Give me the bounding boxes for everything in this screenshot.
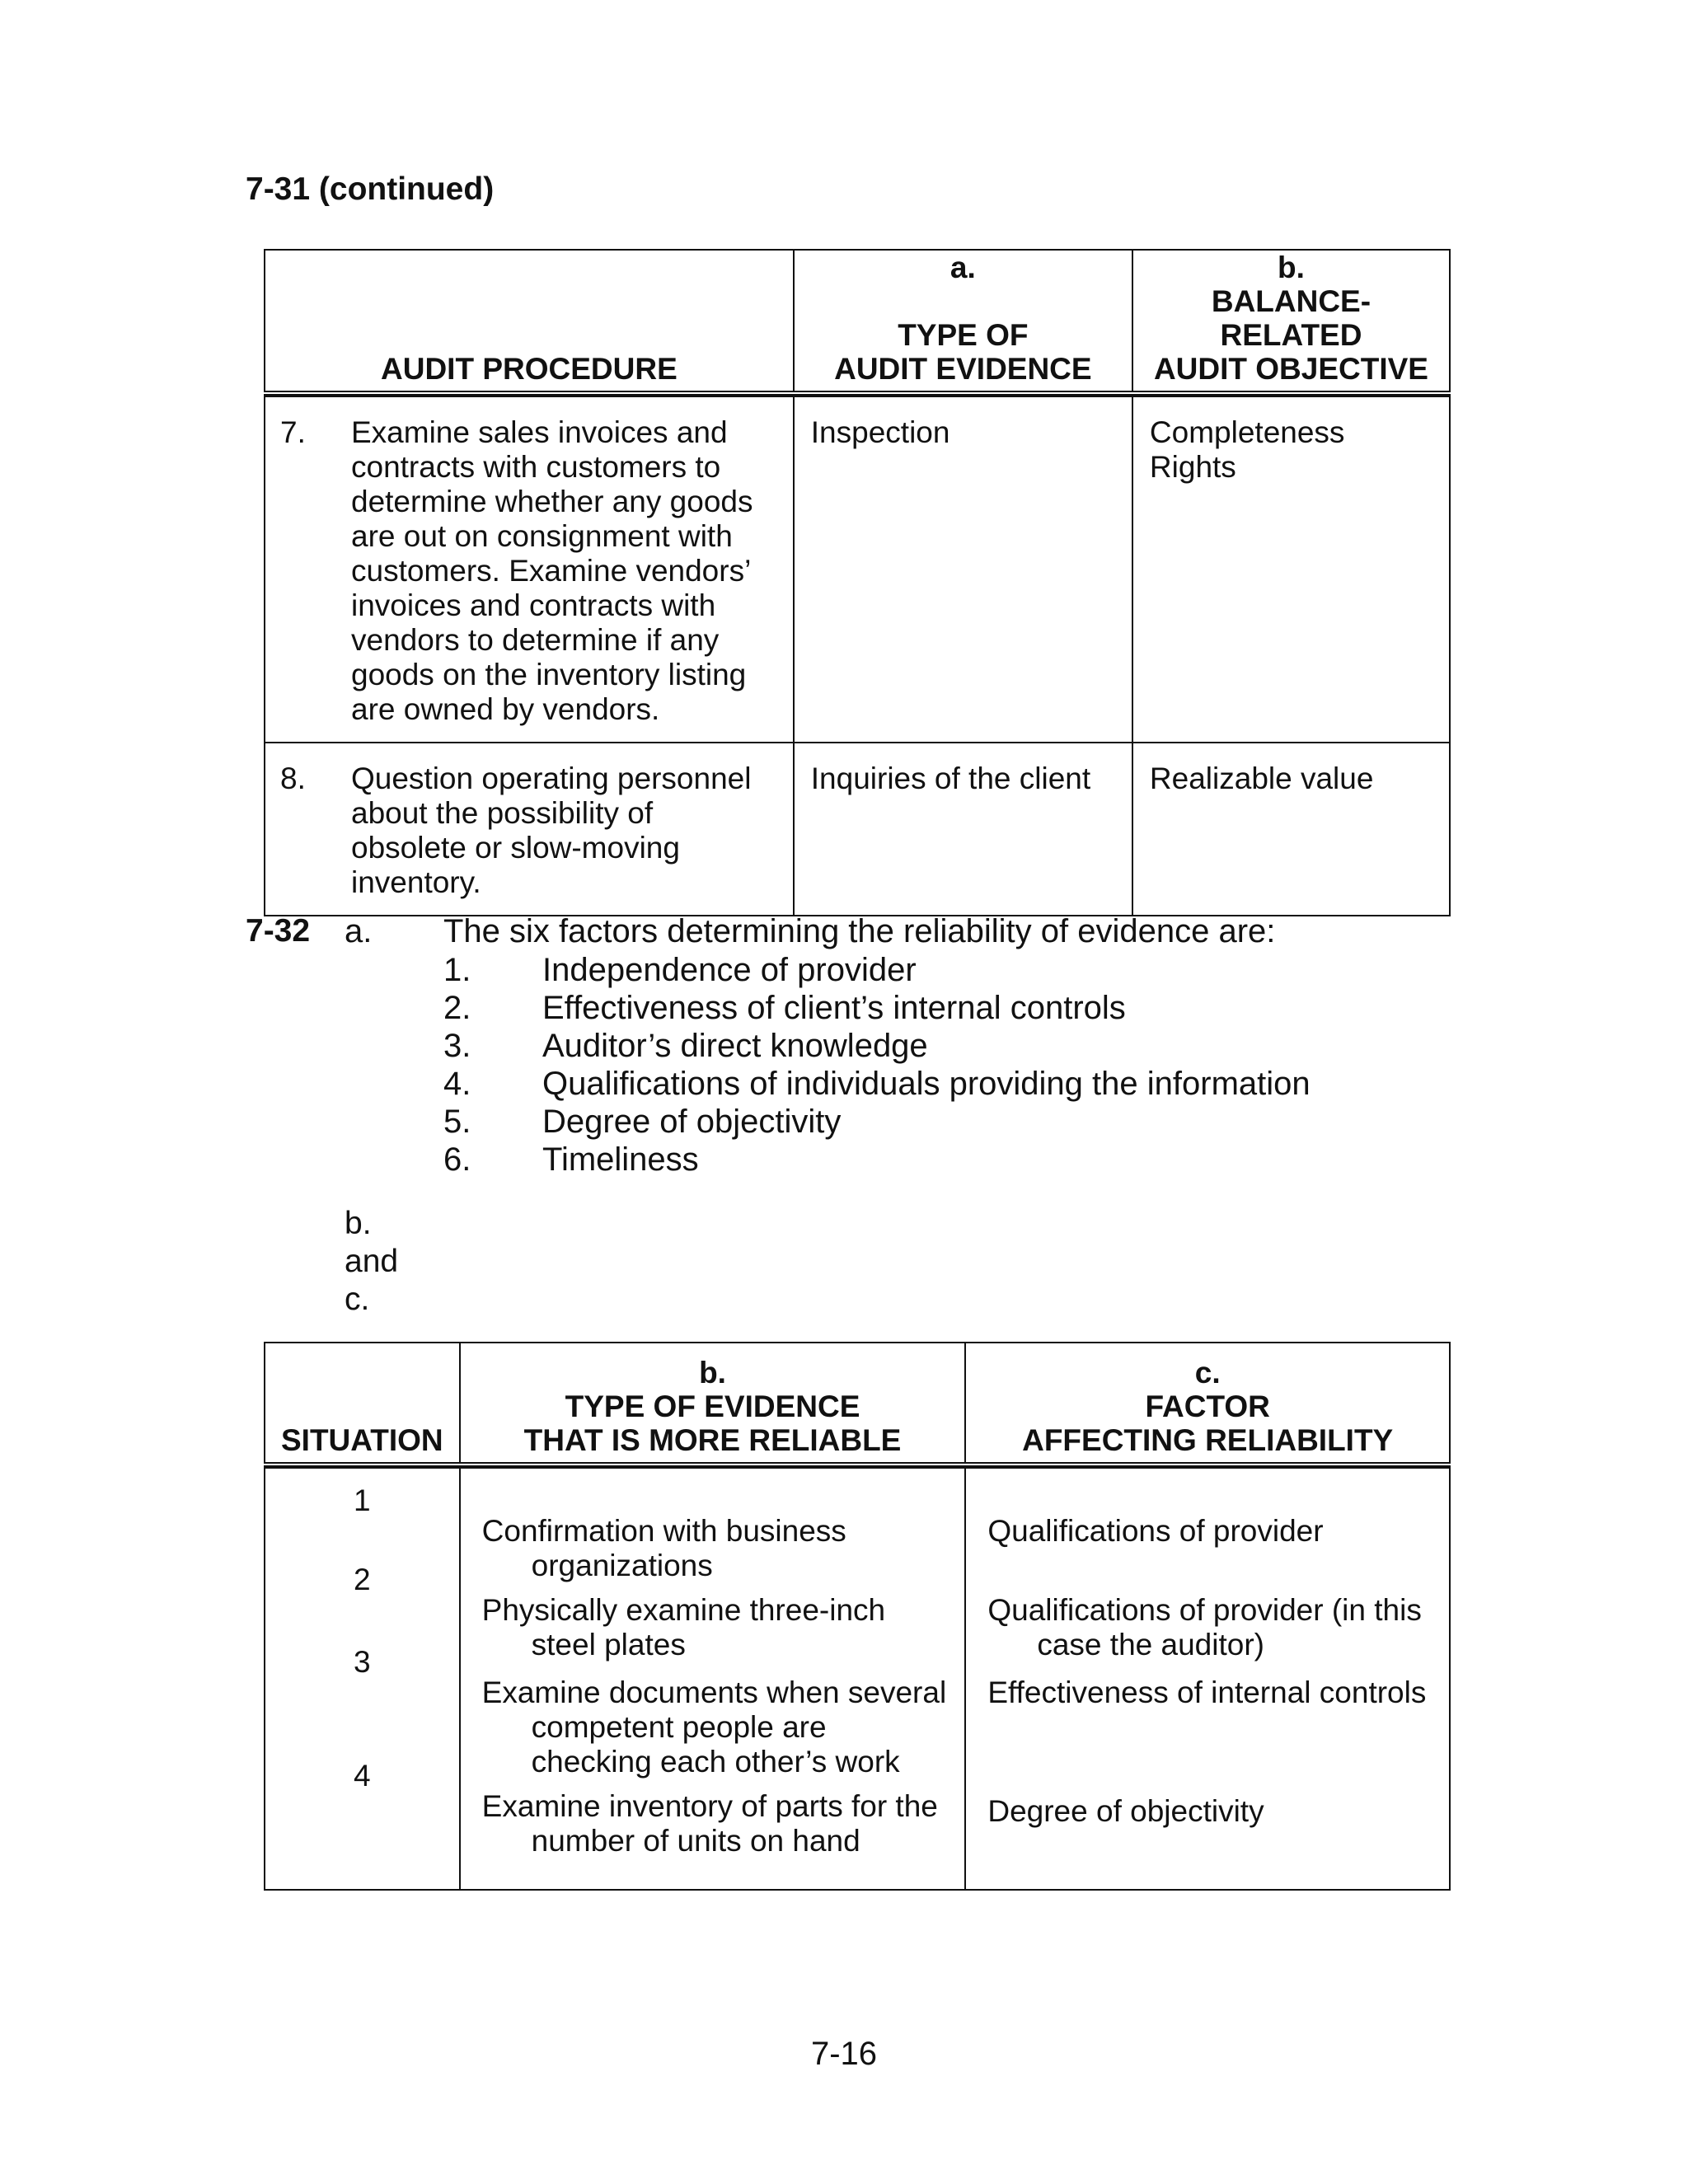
objective-cell (1132, 396, 1450, 743)
evidence-text: Inquiries of the client (810, 762, 1091, 795)
factor-text: Auditor’s direct knowledge (542, 1028, 928, 1064)
factor-number: 6. (443, 1141, 471, 1178)
part-a-label: a. (345, 913, 373, 949)
procedure-text: Question operating personnel about the possibility of obsolete or slow-moving inventory. (351, 762, 752, 899)
procedure-text: Examine sales invoices and contracts with customers to determine whether any goods are out on consignment with customers. Examine vendors’ invoices and contracts with vendors to determine if any goods on the inventory listing are owned by vendors. (351, 415, 753, 726)
procedure-cell (265, 396, 794, 743)
factor-number: 3. (443, 1028, 471, 1064)
factor-text: Degree of objectivity (542, 1104, 842, 1140)
list-item (987, 1744, 1449, 1829)
evidence-cell (794, 743, 1132, 916)
evidence-text: Inspection (810, 415, 950, 449)
header-type-of-audit-evidence: a. TYPE OF AUDIT EVIDENCE (794, 250, 1132, 393)
section-heading: 7-31 (continued) (246, 171, 495, 207)
page-number: 7-16 (810, 2036, 878, 2072)
factor-text: Qualifications of provider (in this case the auditor) (987, 1593, 1422, 1661)
list-item (987, 1469, 1449, 1548)
evidence-text: Examine documents when several competent people are checking each other’s work (481, 1675, 947, 1779)
evidence-text: Physically examine three-inch steel plates (481, 1593, 886, 1661)
question-number: 7-32 (246, 913, 311, 949)
header-audit-procedure: AUDIT PROCEDURE (265, 250, 794, 393)
part-b-label: b. (345, 1206, 372, 1241)
factor-text: Timeliness (542, 1141, 699, 1178)
evidence-column (460, 1468, 966, 1890)
table-row (265, 396, 1450, 743)
table-row (265, 743, 1450, 916)
situation-number: 1 (354, 1483, 371, 1517)
factor-text: Degree of objectivity (987, 1794, 1264, 1828)
factors-intro: The six factors determining the reliability of evidence are: (443, 913, 1276, 949)
situation-number: 4 (354, 1759, 371, 1793)
procedure-cell (265, 743, 794, 916)
factor-number: 2. (443, 990, 471, 1026)
header-balance-related-audit-objective: b. BALANCE- RELATED AUDIT OBJECTIVE (1132, 250, 1450, 393)
objective-text: Realizable value (1149, 762, 1374, 795)
factor-column (965, 1468, 1450, 1890)
factor-text: Qualifications of provider (987, 1514, 1324, 1548)
header-situation: SITUATION (265, 1343, 460, 1465)
reliability-table (264, 1342, 1451, 1891)
list-item (987, 1548, 1449, 1661)
factor-text: Effectiveness of client’s internal controls (542, 990, 1126, 1026)
list-item (481, 1469, 965, 1582)
factor-number: 5. (443, 1104, 471, 1140)
factor-number: 1. (443, 952, 471, 988)
procedure-number: 7. (280, 415, 306, 449)
audit-procedure-table (264, 249, 1451, 916)
objective-text: Completeness Rights (1149, 415, 1345, 484)
table-body (265, 1468, 1450, 1890)
evidence-text: Examine inventory of parts for the number of units on hand (481, 1789, 938, 1858)
evidence-cell (794, 396, 1132, 743)
factor-number: 4. (443, 1066, 471, 1102)
header-factor-affecting-reliability: c. FACTOR AFFECTING RELIABILITY (965, 1343, 1450, 1465)
part-c-label: c. (345, 1282, 370, 1317)
factor-text: Qualifications of individuals providing the information (542, 1066, 1311, 1102)
factor-text: Independence of provider (542, 952, 917, 988)
situation-column (265, 1468, 460, 1890)
header-type-of-evidence: b. TYPE OF EVIDENCE THAT IS MORE RELIABLE (460, 1343, 966, 1465)
factor-text: Effectiveness of internal controls (987, 1675, 1427, 1709)
situation-number: 2 (354, 1563, 371, 1596)
objective-cell (1132, 743, 1450, 916)
evidence-text: Confirmation with business organizations (481, 1514, 846, 1582)
and-label: and (345, 1244, 399, 1279)
procedure-number: 8. (280, 762, 306, 795)
parts-b-and-c-label (345, 1205, 398, 1319)
situation-number: 3 (354, 1645, 371, 1679)
